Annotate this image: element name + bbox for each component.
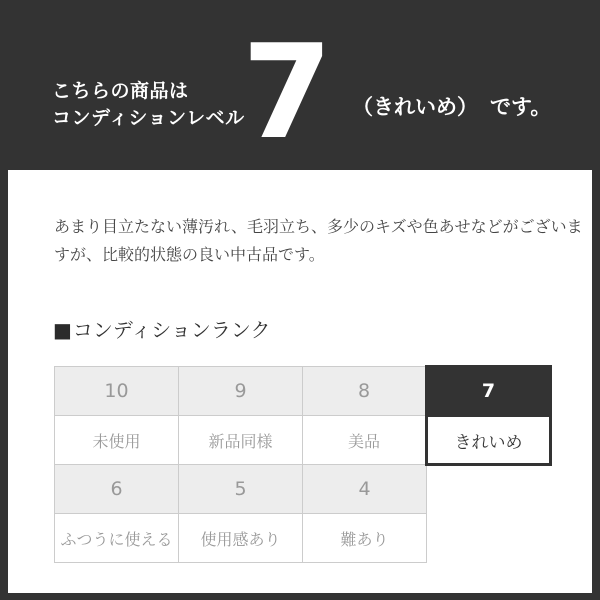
rank-7-number-cell-highlighted: 7	[427, 367, 551, 416]
banner-suffix: です。	[490, 95, 552, 119]
rank-4-number-cell: 4	[303, 465, 427, 514]
description-line-2: すが、比較的状態の良い中古品です。	[54, 245, 325, 264]
section-heading	[53, 318, 271, 342]
rank-4-label-cell: 難あり	[303, 514, 427, 563]
rank-5-number-cell: 5	[179, 465, 303, 514]
section-heading-text: コンディションランク	[72, 318, 271, 342]
rank-7-label-cell-highlighted: きれいめ	[427, 416, 551, 465]
rank-9-label-cell: 新品同様	[179, 416, 303, 465]
banner-intro-line1: こちらの商品は	[52, 80, 189, 102]
rank-10-number-cell: 10	[55, 367, 179, 416]
condition-level-number: 7	[242, 16, 333, 168]
rank-number-row-top	[55, 367, 551, 416]
rank-number-row-bottom	[55, 465, 551, 514]
rank-label-row-top	[55, 416, 551, 465]
condition-description	[54, 213, 583, 269]
rank-6-label-cell: ふつうに使える	[55, 514, 179, 563]
rank-8-number-cell: 8	[303, 367, 427, 416]
content-panel	[8, 170, 592, 593]
banner-intro-line2: コンディションレベル	[52, 107, 245, 129]
description-line-1: あまり目立たない薄汚れ、毛羽立ち、多少のキズや色あせなどがございま	[54, 217, 583, 236]
condition-banner	[0, 0, 600, 170]
empty-cell	[427, 514, 551, 563]
condition-rank-table	[54, 365, 552, 563]
empty-cell	[427, 465, 551, 514]
rank-9-number-cell: 9	[179, 367, 303, 416]
rank-6-number-cell: 6	[55, 465, 179, 514]
square-bullet-icon: ■	[53, 318, 72, 342]
rank-label-row-bottom	[55, 514, 551, 563]
rank-8-label-cell: 美品	[303, 416, 427, 465]
rank-10-label-cell: 未使用	[55, 416, 179, 465]
banner-intro	[52, 78, 245, 132]
condition-level-label: （きれいめ）	[352, 95, 478, 119]
rank-5-label-cell: 使用感あり	[179, 514, 303, 563]
